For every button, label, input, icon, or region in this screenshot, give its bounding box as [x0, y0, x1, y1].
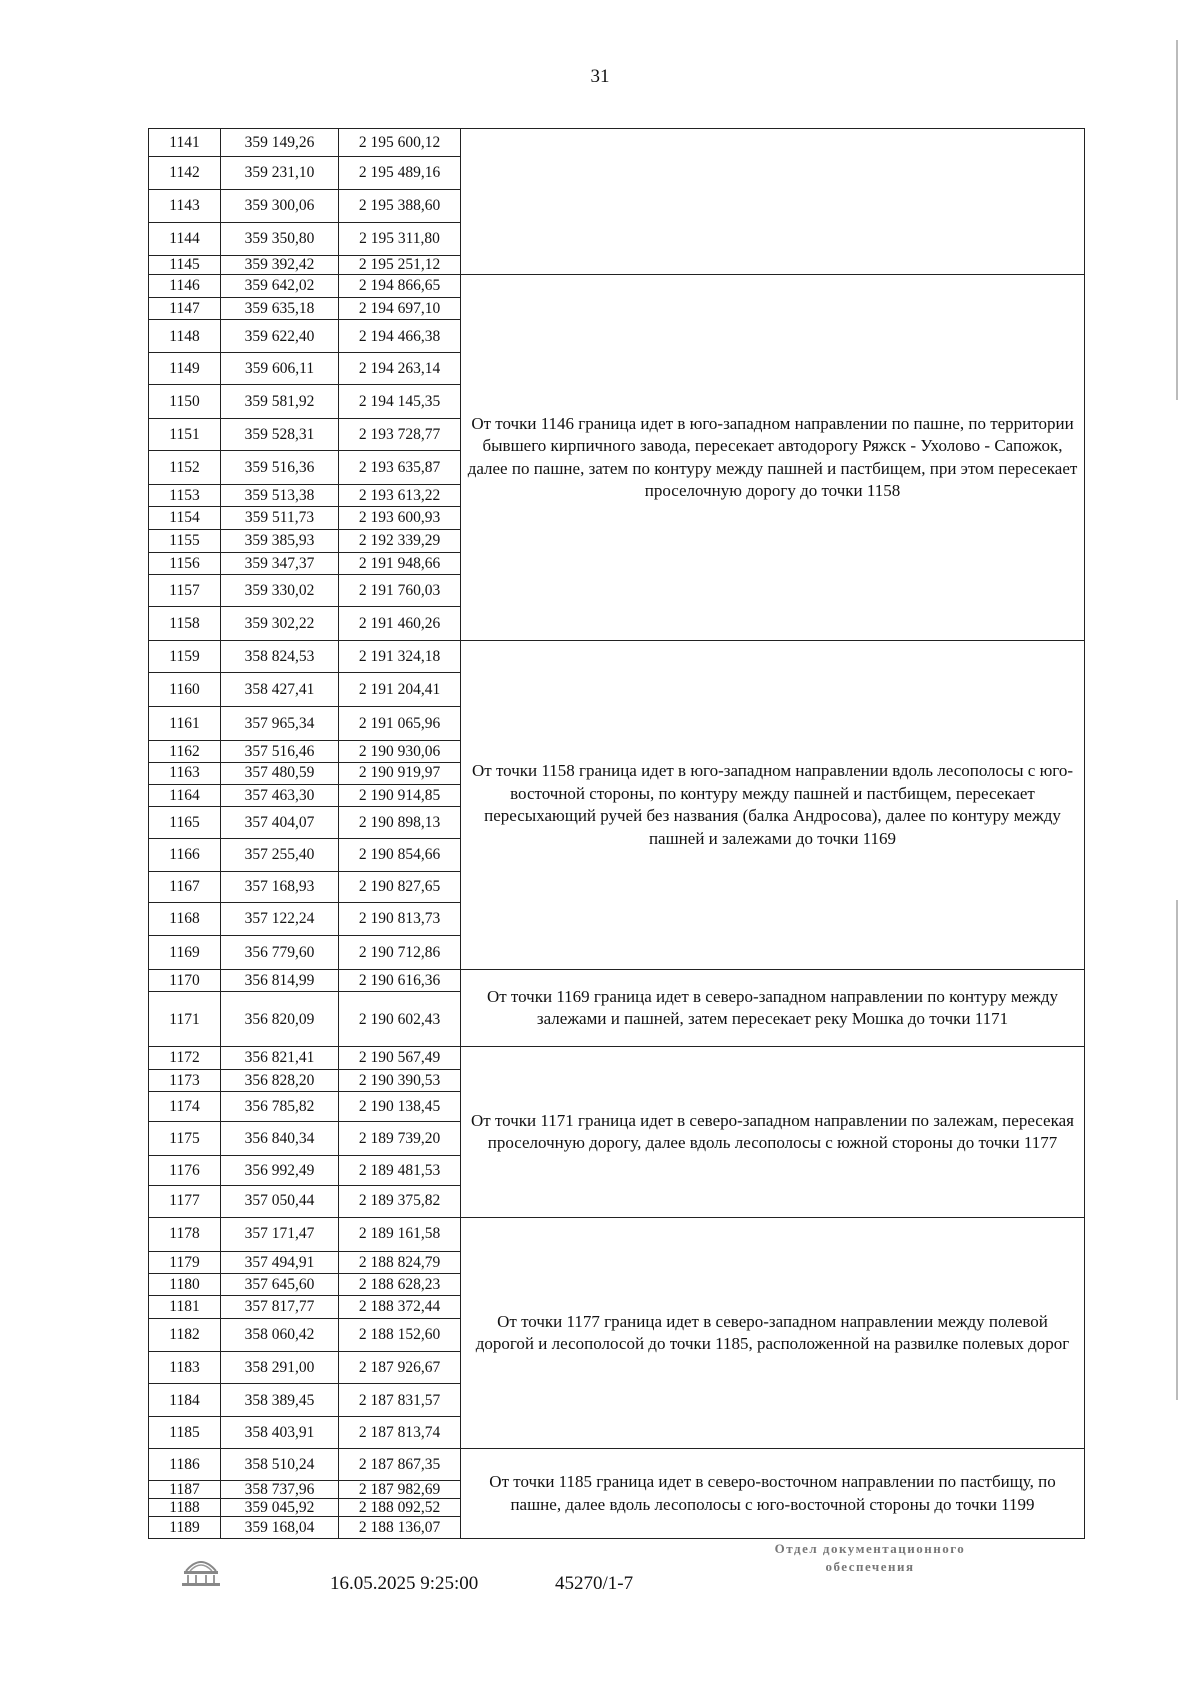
boundary-description-cell: От точки 1169 граница идет в северо-западном направлении по контуру между залежами и пашней, затем пересекает реку Мошка до точки 1171: [461, 969, 1085, 1047]
x-coordinate-cell: 359 635,18: [221, 298, 339, 320]
y-coordinate-cell: 2 190 602,43: [339, 992, 461, 1047]
x-coordinate-cell: 359 330,02: [221, 575, 339, 607]
x-coordinate-cell: 356 992,49: [221, 1155, 339, 1185]
x-coordinate-cell: 359 231,10: [221, 156, 339, 189]
y-coordinate-cell: 2 187 813,74: [339, 1417, 461, 1449]
point-number-cell: 1165: [149, 807, 221, 839]
point-number-cell: 1155: [149, 529, 221, 552]
point-number-cell: 1179: [149, 1251, 221, 1273]
x-coordinate-cell: 356 821,41: [221, 1047, 339, 1069]
x-coordinate-cell: 359 300,06: [221, 189, 339, 222]
y-coordinate-cell: 2 190 827,65: [339, 872, 461, 903]
logo-icon: [178, 1549, 224, 1589]
x-coordinate-cell: 359 528,31: [221, 419, 339, 451]
point-number-cell: 1141: [149, 129, 221, 157]
x-coordinate-cell: 358 427,41: [221, 673, 339, 707]
x-coordinate-cell: 356 814,99: [221, 969, 339, 991]
y-coordinate-cell: 2 191 948,66: [339, 553, 461, 575]
x-coordinate-cell: 357 965,34: [221, 707, 339, 741]
point-number-cell: 1153: [149, 485, 221, 507]
y-coordinate-cell: 2 190 914,85: [339, 784, 461, 806]
y-coordinate-cell: 2 194 466,38: [339, 320, 461, 353]
y-coordinate-cell: 2 188 372,44: [339, 1296, 461, 1318]
table-row: [149, 641, 1085, 673]
x-coordinate-cell: 359 302,22: [221, 607, 339, 641]
point-number-cell: 1144: [149, 222, 221, 255]
y-coordinate-cell: 2 191 324,18: [339, 641, 461, 673]
point-number-cell: 1189: [149, 1517, 221, 1539]
y-coordinate-cell: 2 189 739,20: [339, 1121, 461, 1155]
department-stamp: [730, 1540, 1010, 1575]
coordinates-table: [148, 128, 1085, 1539]
footer-document-code: 45270/1-7: [555, 1573, 634, 1594]
point-number-cell: 1142: [149, 156, 221, 189]
x-coordinate-cell: 359 045,92: [221, 1499, 339, 1517]
x-coordinate-cell: 358 389,45: [221, 1384, 339, 1417]
y-coordinate-cell: 2 193 613,22: [339, 485, 461, 507]
x-coordinate-cell: 356 820,09: [221, 992, 339, 1047]
y-coordinate-cell: 2 190 930,06: [339, 741, 461, 762]
point-number-cell: 1184: [149, 1384, 221, 1417]
point-number-cell: 1170: [149, 969, 221, 991]
point-number-cell: 1145: [149, 255, 221, 274]
x-coordinate-cell: 358 291,00: [221, 1351, 339, 1384]
x-coordinate-cell: 357 168,93: [221, 872, 339, 903]
point-number-cell: 1172: [149, 1047, 221, 1069]
point-number-cell: 1167: [149, 872, 221, 903]
x-coordinate-cell: 357 645,60: [221, 1273, 339, 1295]
y-coordinate-cell: 2 189 481,53: [339, 1155, 461, 1185]
x-coordinate-cell: 357 171,47: [221, 1217, 339, 1251]
y-coordinate-cell: 2 190 898,13: [339, 807, 461, 839]
table-row: [149, 969, 1085, 991]
point-number-cell: 1162: [149, 741, 221, 762]
table-row: [149, 274, 1085, 297]
y-coordinate-cell: 2 194 145,35: [339, 385, 461, 419]
x-coordinate-cell: 359 581,92: [221, 385, 339, 419]
stamp-line-2: обеспечения: [825, 1558, 915, 1574]
point-number-cell: 1156: [149, 553, 221, 575]
point-number-cell: 1176: [149, 1155, 221, 1185]
x-coordinate-cell: 359 392,42: [221, 255, 339, 274]
y-coordinate-cell: 2 187 982,69: [339, 1481, 461, 1499]
point-number-cell: 1186: [149, 1449, 221, 1481]
point-number-cell: 1166: [149, 839, 221, 872]
point-number-cell: 1182: [149, 1318, 221, 1351]
x-coordinate-cell: 357 494,91: [221, 1251, 339, 1273]
point-number-cell: 1180: [149, 1273, 221, 1295]
point-number-cell: 1183: [149, 1351, 221, 1384]
y-coordinate-cell: 2 193 635,87: [339, 451, 461, 485]
point-number-cell: 1161: [149, 707, 221, 741]
boundary-description-cell: От точки 1146 граница идет в юго-западном направлении по пашне, по территории бывшего кирпичного завода, пересекает автодорогу Ряжск - Ухолово - Сапожок, далее по пашне, затем по контуру между пашней и пастбищем, при этом пересекает проселочную дорогу до точки 1158: [461, 274, 1085, 641]
point-number-cell: 1169: [149, 935, 221, 969]
y-coordinate-cell: 2 194 697,10: [339, 298, 461, 320]
point-number-cell: 1143: [149, 189, 221, 222]
point-number-cell: 1149: [149, 353, 221, 385]
y-coordinate-cell: 2 190 138,45: [339, 1092, 461, 1122]
y-coordinate-cell: 2 191 204,41: [339, 673, 461, 707]
boundary-description-cell: [461, 129, 1085, 275]
point-number-cell: 1157: [149, 575, 221, 607]
x-coordinate-cell: 359 622,40: [221, 320, 339, 353]
x-coordinate-cell: 359 385,93: [221, 529, 339, 552]
x-coordinate-cell: 359 516,36: [221, 451, 339, 485]
y-coordinate-cell: 2 194 866,65: [339, 274, 461, 297]
x-coordinate-cell: 358 510,24: [221, 1449, 339, 1481]
x-coordinate-cell: 358 824,53: [221, 641, 339, 673]
y-coordinate-cell: 2 195 251,12: [339, 255, 461, 274]
boundary-description-cell: От точки 1171 граница идет в северо-западном направлении по залежам, пересекая проселочную дорогу, далее вдоль лесополосы с южной стороны до точки 1177: [461, 1047, 1085, 1217]
y-coordinate-cell: 2 191 460,26: [339, 607, 461, 641]
y-coordinate-cell: 2 193 600,93: [339, 507, 461, 529]
y-coordinate-cell: 2 187 831,57: [339, 1384, 461, 1417]
y-coordinate-cell: 2 188 152,60: [339, 1318, 461, 1351]
x-coordinate-cell: 359 168,04: [221, 1517, 339, 1539]
y-coordinate-cell: 2 190 390,53: [339, 1069, 461, 1091]
stamp-line-1: Отдел документационного: [774, 1541, 966, 1556]
x-coordinate-cell: 356 779,60: [221, 935, 339, 969]
point-number-cell: 1171: [149, 992, 221, 1047]
point-number-cell: 1177: [149, 1185, 221, 1217]
point-number-cell: 1163: [149, 762, 221, 784]
point-number-cell: 1168: [149, 902, 221, 935]
x-coordinate-cell: 357 122,24: [221, 902, 339, 935]
table-row: [149, 1217, 1085, 1251]
margin-mark: [1176, 900, 1178, 1400]
y-coordinate-cell: 2 188 628,23: [339, 1273, 461, 1295]
x-coordinate-cell: 359 350,80: [221, 222, 339, 255]
y-coordinate-cell: 2 195 388,60: [339, 189, 461, 222]
point-number-cell: 1152: [149, 451, 221, 485]
footer-datetime: 16.05.2025 9:25:00: [330, 1573, 479, 1594]
y-coordinate-cell: 2 189 161,58: [339, 1217, 461, 1251]
x-coordinate-cell: 359 513,38: [221, 485, 339, 507]
y-coordinate-cell: 2 191 065,96: [339, 707, 461, 741]
x-coordinate-cell: 357 516,46: [221, 741, 339, 762]
boundary-description-cell: От точки 1185 граница идет в северо-восточном направлении по пастбищу, по пашне, далее вдоль лесополосы с юго-восточной стороны до точки 1199: [461, 1449, 1085, 1539]
x-coordinate-cell: 357 463,30: [221, 784, 339, 806]
point-number-cell: 1188: [149, 1499, 221, 1517]
point-number-cell: 1160: [149, 673, 221, 707]
y-coordinate-cell: 2 191 760,03: [339, 575, 461, 607]
point-number-cell: 1150: [149, 385, 221, 419]
point-number-cell: 1174: [149, 1092, 221, 1122]
x-coordinate-cell: 357 255,40: [221, 839, 339, 872]
x-coordinate-cell: 358 737,96: [221, 1481, 339, 1499]
y-coordinate-cell: 2 195 489,16: [339, 156, 461, 189]
y-coordinate-cell: 2 187 926,67: [339, 1351, 461, 1384]
x-coordinate-cell: 356 840,34: [221, 1121, 339, 1155]
x-coordinate-cell: 356 785,82: [221, 1092, 339, 1122]
y-coordinate-cell: 2 193 728,77: [339, 419, 461, 451]
y-coordinate-cell: 2 194 263,14: [339, 353, 461, 385]
table-row: [149, 1047, 1085, 1069]
point-number-cell: 1151: [149, 419, 221, 451]
point-number-cell: 1148: [149, 320, 221, 353]
table-row: [149, 1449, 1085, 1481]
y-coordinate-cell: 2 190 616,36: [339, 969, 461, 991]
y-coordinate-cell: 2 195 311,80: [339, 222, 461, 255]
point-number-cell: 1159: [149, 641, 221, 673]
x-coordinate-cell: 359 149,26: [221, 129, 339, 157]
boundary-description-cell: От точки 1177 граница идет в северо-западном направлении между полевой дорогой и лесополосой до точки 1185, расположенной на развилке полевых дорог: [461, 1217, 1085, 1449]
y-coordinate-cell: 2 187 867,35: [339, 1449, 461, 1481]
boundary-description-cell: От точки 1158 граница идет в юго-западном направлении вдоль лесополосы с юго-восточной стороны, по контуру между пашней и пастбищем, пересекает пересыхающий ручей без названия (балка Андросова), далее по контуру между пашней и залежами до точки 1169: [461, 641, 1085, 969]
y-coordinate-cell: 2 190 813,73: [339, 902, 461, 935]
y-coordinate-cell: 2 192 339,29: [339, 529, 461, 552]
x-coordinate-cell: 359 606,11: [221, 353, 339, 385]
point-number-cell: 1187: [149, 1481, 221, 1499]
y-coordinate-cell: 2 188 136,07: [339, 1517, 461, 1539]
point-number-cell: 1185: [149, 1417, 221, 1449]
point-number-cell: 1181: [149, 1296, 221, 1318]
x-coordinate-cell: 357 480,59: [221, 762, 339, 784]
y-coordinate-cell: 2 188 824,79: [339, 1251, 461, 1273]
x-coordinate-cell: 357 817,77: [221, 1296, 339, 1318]
page-number: 31: [590, 66, 610, 87]
y-coordinate-cell: 2 190 712,86: [339, 935, 461, 969]
point-number-cell: 1178: [149, 1217, 221, 1251]
x-coordinate-cell: 357 050,44: [221, 1185, 339, 1217]
y-coordinate-cell: 2 190 919,97: [339, 762, 461, 784]
y-coordinate-cell: 2 195 600,12: [339, 129, 461, 157]
y-coordinate-cell: 2 190 854,66: [339, 839, 461, 872]
y-coordinate-cell: 2 188 092,52: [339, 1499, 461, 1517]
point-number-cell: 1154: [149, 507, 221, 529]
x-coordinate-cell: 356 828,20: [221, 1069, 339, 1091]
x-coordinate-cell: 359 511,73: [221, 507, 339, 529]
x-coordinate-cell: 359 347,37: [221, 553, 339, 575]
point-number-cell: 1173: [149, 1069, 221, 1091]
x-coordinate-cell: 358 403,91: [221, 1417, 339, 1449]
y-coordinate-cell: 2 189 375,82: [339, 1185, 461, 1217]
table-row: [149, 129, 1085, 157]
point-number-cell: 1164: [149, 784, 221, 806]
x-coordinate-cell: 358 060,42: [221, 1318, 339, 1351]
point-number-cell: 1146: [149, 274, 221, 297]
margin-mark: [1176, 40, 1178, 400]
point-number-cell: 1147: [149, 298, 221, 320]
point-number-cell: 1175: [149, 1121, 221, 1155]
point-number-cell: 1158: [149, 607, 221, 641]
x-coordinate-cell: 359 642,02: [221, 274, 339, 297]
y-coordinate-cell: 2 190 567,49: [339, 1047, 461, 1069]
x-coordinate-cell: 357 404,07: [221, 807, 339, 839]
